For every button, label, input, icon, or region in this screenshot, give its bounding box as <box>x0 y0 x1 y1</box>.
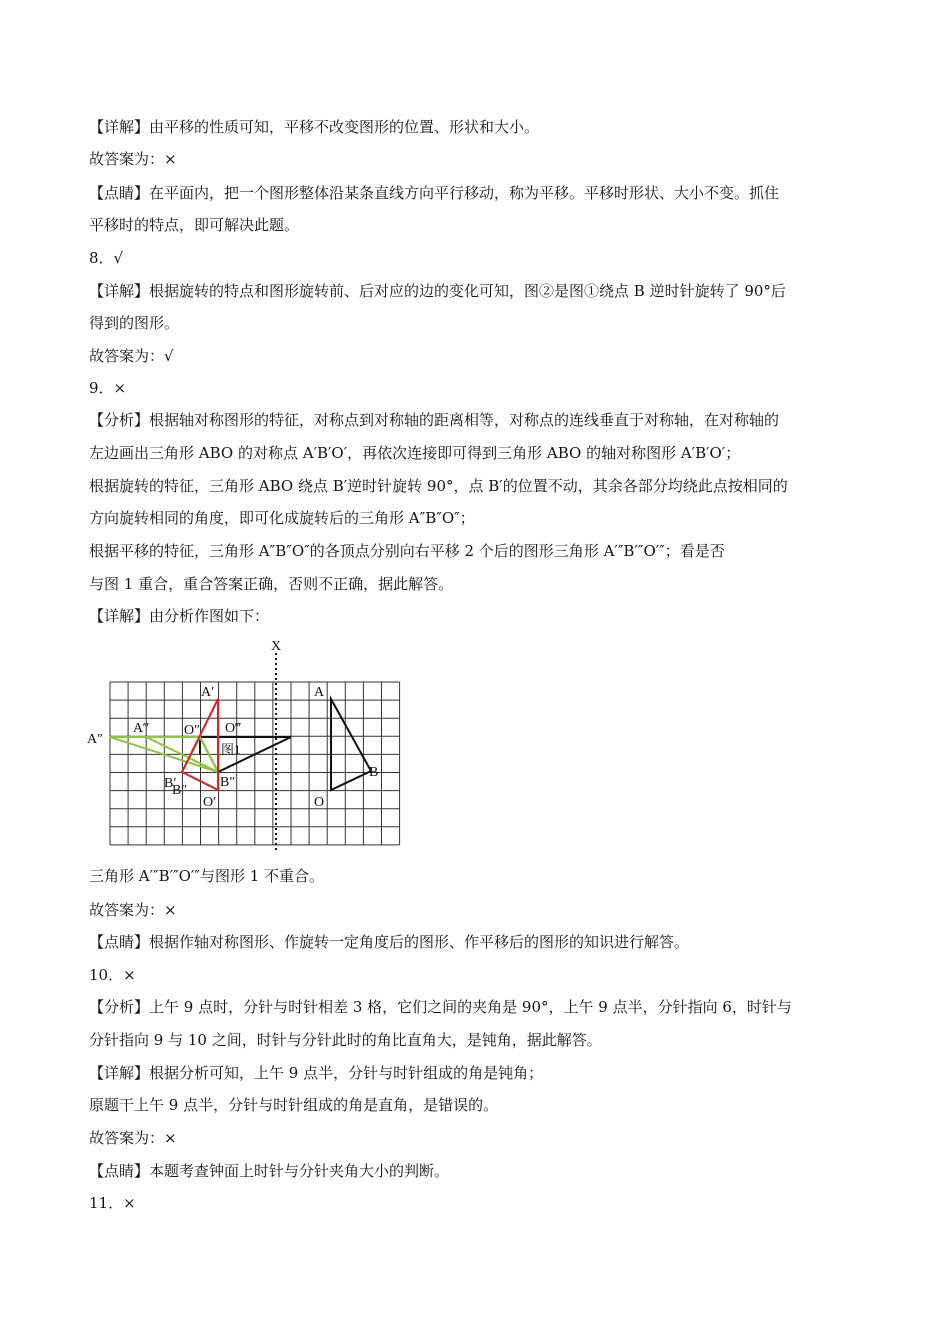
label-A-double-prime: A″ <box>87 732 103 747</box>
line-23: 【详解】根据分析可知，上午 9 点半，分针与时针组成的角是钝角； <box>89 1064 544 1082</box>
line-19: 【点睛】根据作轴对称图形、作旋转一定角度后的图形、作平移后的图形的知识进行解答。 <box>89 933 690 951</box>
line-1: 【详解】由平移的性质可知，平移不改变图形的位置、形状和大小。 <box>89 118 540 136</box>
line-25: 故答案为：× <box>89 1129 177 1147</box>
label-O-triple-prime: O‴ <box>225 721 241 736</box>
line-2: 故答案为：× <box>89 150 177 168</box>
label-B-prime: B′ <box>164 776 177 791</box>
label-O-double-prime: O″ <box>184 723 200 738</box>
line-3: 【点睛】在平面内，把一个图形整体沿某条直线方向平行移动，称为平移。平移时形状、大小不变。抓住 <box>89 184 780 202</box>
label-O-prime: O′ <box>203 795 217 810</box>
figure-1-label: 图1 <box>221 742 241 757</box>
grid <box>110 682 400 845</box>
line-5: 8．√ <box>89 249 124 267</box>
label-A: A <box>314 685 325 700</box>
line-18: 故答案为：× <box>89 901 177 919</box>
line-13: 方向旋转相同的角度，即可化成旋转后的三角形 A″B″O″； <box>89 509 475 527</box>
line-11: 左边画出三角形 ABO 的对称点 A′B′O′，再依次连接即可得到三角形 ABO 的轴对称图形 A′B′O′； <box>89 444 741 462</box>
axis-label: X <box>271 639 282 654</box>
label-B-double-prime-2: B″ <box>220 775 236 790</box>
line-26: 【点睛】本题考查钟面上时针与分针夹角大小的判断。 <box>89 1162 450 1180</box>
line-21: 【分析】上午 9 点时，分针与时针相差 3 格，它们之间的夹角是 90°，上午 9 点半，分针指向 6，时针与 <box>89 998 792 1016</box>
label-B: B <box>369 765 379 780</box>
line-12: 根据旋转的特征，三角形 ABO 绕点 B′逆时针旋转 90°，点 B′的位置不动，其余各部分均绕此点按相同的 <box>89 477 788 495</box>
label-O: O <box>314 795 325 810</box>
line-17: 三角形 A′″B′″O′″与图形 1 不重合。 <box>89 867 325 885</box>
line-24: 原题干上午 9 点半，分针与时针组成的角是直角，是错误的。 <box>89 1096 499 1114</box>
line-8: 故答案为：√ <box>89 347 174 365</box>
line-15: 与图 1 重合，重合答案正确，否则不正确，据此解答。 <box>89 575 454 593</box>
line-14: 根据平移的特征，三角形 A″B″O″的各顶点分别向右平移 2 个后的图形三角形 A′″B′″O′″；看是否 <box>89 542 725 560</box>
line-6: 【详解】根据旋转的特点和图形旋转前、后对应的边的变化可知，图②是图①绕点 B 逆时针旋转了 90°后 <box>89 282 786 300</box>
line-22: 分针指向 9 与 10 之间，时针与分针此时的角比直角大，是钝角，据此解答。 <box>89 1031 602 1049</box>
line-20: 10．× <box>89 966 136 984</box>
label-A-prime: A′ <box>201 685 215 700</box>
line-16: 【详解】由分析作图如下： <box>89 607 270 625</box>
triangle-ABO <box>331 699 371 790</box>
line-7: 得到的图形。 <box>89 314 180 332</box>
line-10: 【分析】根据轴对称图形的特征，对称点到对称轴的距离相等，对称点的连线垂直于对称轴，在对称轴的 <box>89 411 780 429</box>
label-A-triple-prime: A‴ <box>133 721 149 736</box>
label-B-double-prime: B″ <box>172 783 188 798</box>
line-27: 11．× <box>89 1194 136 1212</box>
line-9: 9．× <box>89 379 127 397</box>
line-4: 平移时的特点，即可解决此题。 <box>89 216 300 234</box>
symmetry-rotation-figure <box>85 636 415 852</box>
